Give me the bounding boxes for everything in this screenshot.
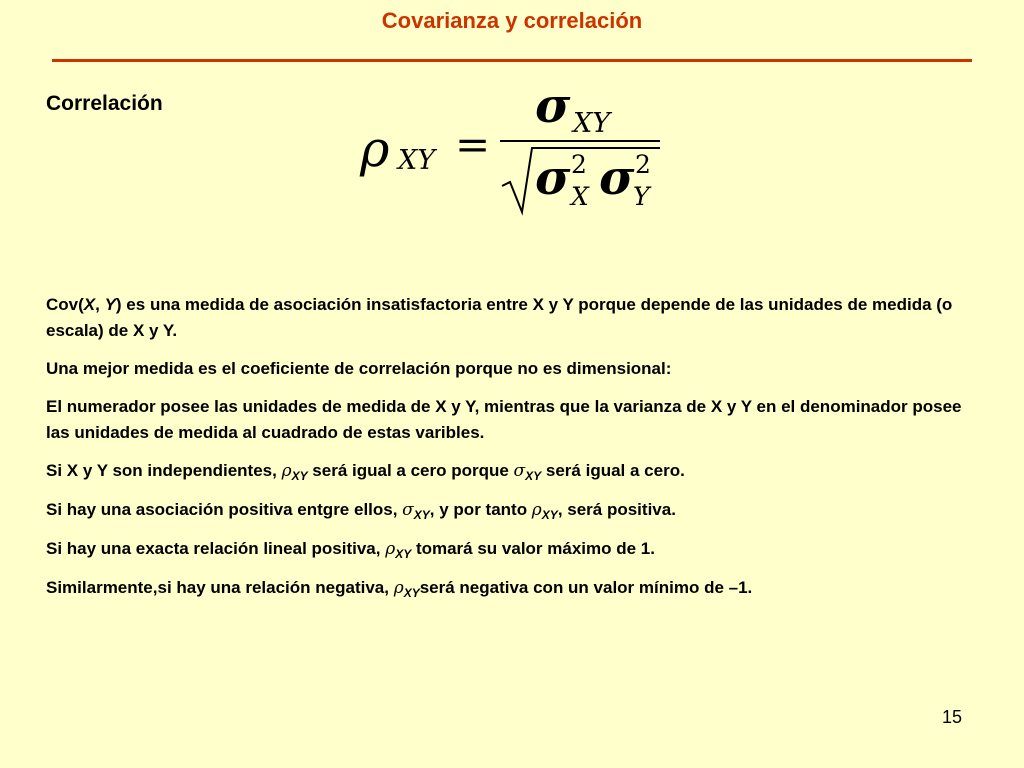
paragraph-independent: Si X y Y son independientes, $\rho_{XY}$ será igual a cero porque $\sigma_{XY}$ será igual a cero. [46,461,685,483]
formula-denominator-sub-y: Y [633,182,650,211]
paragraph-units: El numerador posee las unidades de medida de X y Y, mientras que la varianza de X y Y en el denominador posee las unidades de medida al cuadrado de estas varibles. [46,397,962,442]
slide-title: Covarianza y correlación [381,8,643,33]
formula-rho-subscript: XY [398,145,436,176]
paragraph-covariance: Cov(X, Y) es una medida de asociación insatisfactoria entre X y Y porque depende de las unidades de medida (o escala) de X y Y. [46,295,953,340]
title-divider [52,59,972,62]
slide-body [46,292,976,614]
formula-equals: = [455,120,491,169]
formula-denominator-sup-y: 2 [635,150,651,179]
formula-denominator-sigma-x: σ [535,150,571,206]
paragraph-better-measure: Una mejor medida es el coeficiente de correlación porque no es dimensional: [46,359,672,378]
formula-denominator-sub-x: X [571,182,589,211]
paragraph-exact-linear: Si hay una exacta relación lineal positiva, $\rho_{XY}$ tomará su valor máximo de 1. [46,539,655,561]
correlation-formula [355,78,675,220]
formula-denominator-sup-x: 2 [571,150,587,179]
paragraph-negative: Similarmente,si hay una relación negativa, $\rho_{XY}será$ negativa con un valor mínimo de –1. [46,578,753,600]
formula-numerator-subscript: XY [573,108,611,139]
page-number: 15 [941,707,962,727]
paragraph-positive-association: Si hay una asociación positiva entgre ellos, $\sigma_{XY}$, y por tanto $\rho_{XY}$, será positiva. [46,500,676,522]
formula-numerator-sigma: σ [535,78,571,134]
formula-denominator-sigma-y: σ [599,150,635,206]
formula-rho: ρ [360,120,390,178]
section-heading: Correlación [46,92,163,115]
